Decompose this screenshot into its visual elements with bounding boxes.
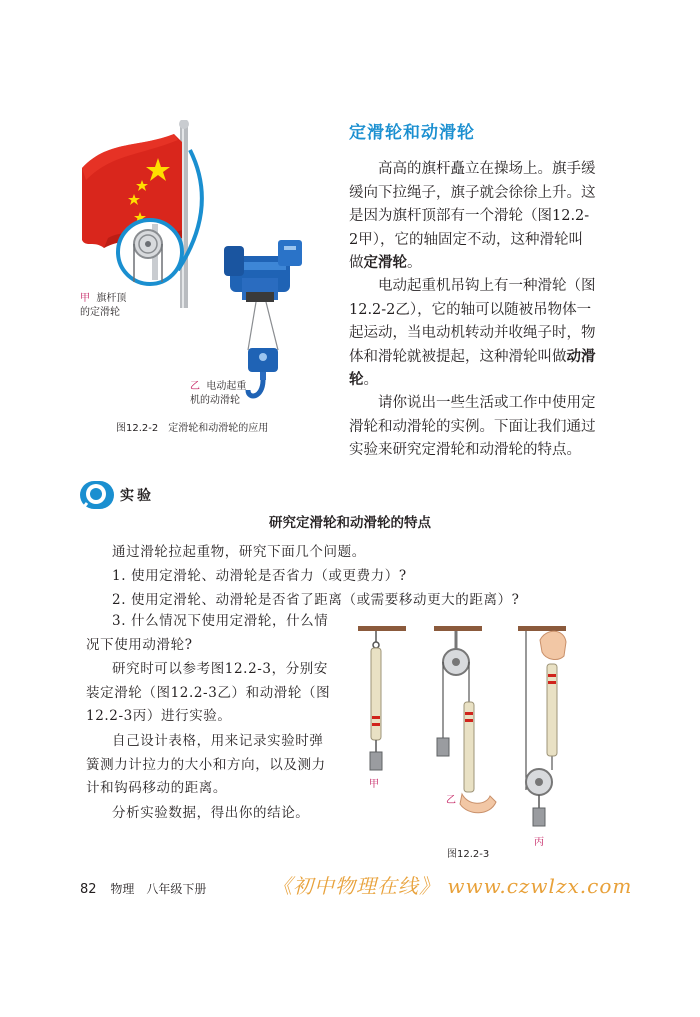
experiment-setups-illustration: [350, 620, 580, 850]
figure-part-a-text2: 的定滑轮: [80, 307, 120, 318]
paragraph-examples: 请你说出一些生活或工作中使用定滑轮和动滑轮的实例。下面让我们通过实验来研究定滑轮和动滑轮的特点。: [349, 395, 596, 458]
figure-part-b-mark: 乙: [190, 381, 200, 392]
experiment-label: 实验: [120, 488, 154, 504]
setup-label-c: 丙: [534, 837, 544, 848]
experiment-paragraph-setup: 研究时可以参考图12.2-3，分别安装定滑轮（图12.2-3乙）和动滑轮（图12.2-3丙）进行实验。: [86, 661, 331, 724]
flag-pulley-illustration: [78, 120, 218, 310]
setup-label-a: 甲: [369, 779, 379, 790]
experiment-question-3: 3. 什么情况下使用定滑轮，什么情况下使用动滑轮?: [86, 613, 329, 653]
term-fixed-pulley: 定滑轮: [363, 255, 407, 271]
book-title: 物理 八年级下册: [110, 882, 207, 896]
experiment-intro: 通过滑轮拉起重物，研究下面几个问题。: [112, 544, 366, 560]
watermark: 《初中物理在线》 www.czwlzx.com: [272, 874, 633, 898]
experiment-question-2: 2. 使用定滑轮、动滑轮是否省了距离（或需要移动更大的距离）?: [112, 592, 520, 608]
experiment-paragraph-table: 自己设计表格，用来记录实验时弹簧测力计拉力的大小和方向，以及测力计和钩码移动的距离。: [86, 733, 326, 796]
term-movable-pulley: 动滑轮: [349, 348, 596, 388]
experiment-magnifier-icon: [80, 479, 114, 511]
paragraph-fixed-pulley: 高高的旗杆矗立在操场上。旗手缓缓向下拉绳子，旗子就会徐徐上升。这是因为旗杆顶部有一个滑轮（图12.2-2甲），它的轴固定不动，这种滑轮叫做定滑轮。: [349, 161, 596, 271]
setup-label-b: 乙: [446, 795, 456, 806]
section-title: 定滑轮和动滑轮: [349, 123, 475, 143]
figure-12-2-2-caption: 图12.2-2 定滑轮和动滑轮的应用: [116, 423, 269, 434]
experiment-paragraph-conclusion: 分析实验数据，得出你的结论。: [112, 805, 310, 821]
figure-12-2-3-caption: 图12.2-3: [447, 849, 490, 860]
figure-part-a-text: 旗杆顶: [96, 293, 127, 304]
figure-part-b-text: 电动起重: [206, 381, 247, 392]
figure-part-b-text2: 机的动滑轮: [190, 395, 240, 406]
paragraph-movable-pulley: 电动起重机吊钩上有一种滑轮（图12.2-2乙），它的轴可以随被吊物体一起运动，当电动机转动并收绳子时，物体和滑轮就被提起，这种滑轮叫做动滑轮。: [349, 278, 596, 388]
page-footer: [80, 880, 206, 897]
experiment-title: 研究定滑轮和动滑轮的特点: [269, 515, 431, 531]
figure-part-b-caption: [190, 380, 246, 408]
page-number: 82: [80, 882, 97, 897]
figure-part-a-caption: [80, 292, 126, 320]
experiment-question-1: 1. 使用定滑轮、动滑轮是否省力（或更费力）?: [112, 568, 407, 584]
figure-part-a-mark: 甲: [80, 293, 90, 304]
